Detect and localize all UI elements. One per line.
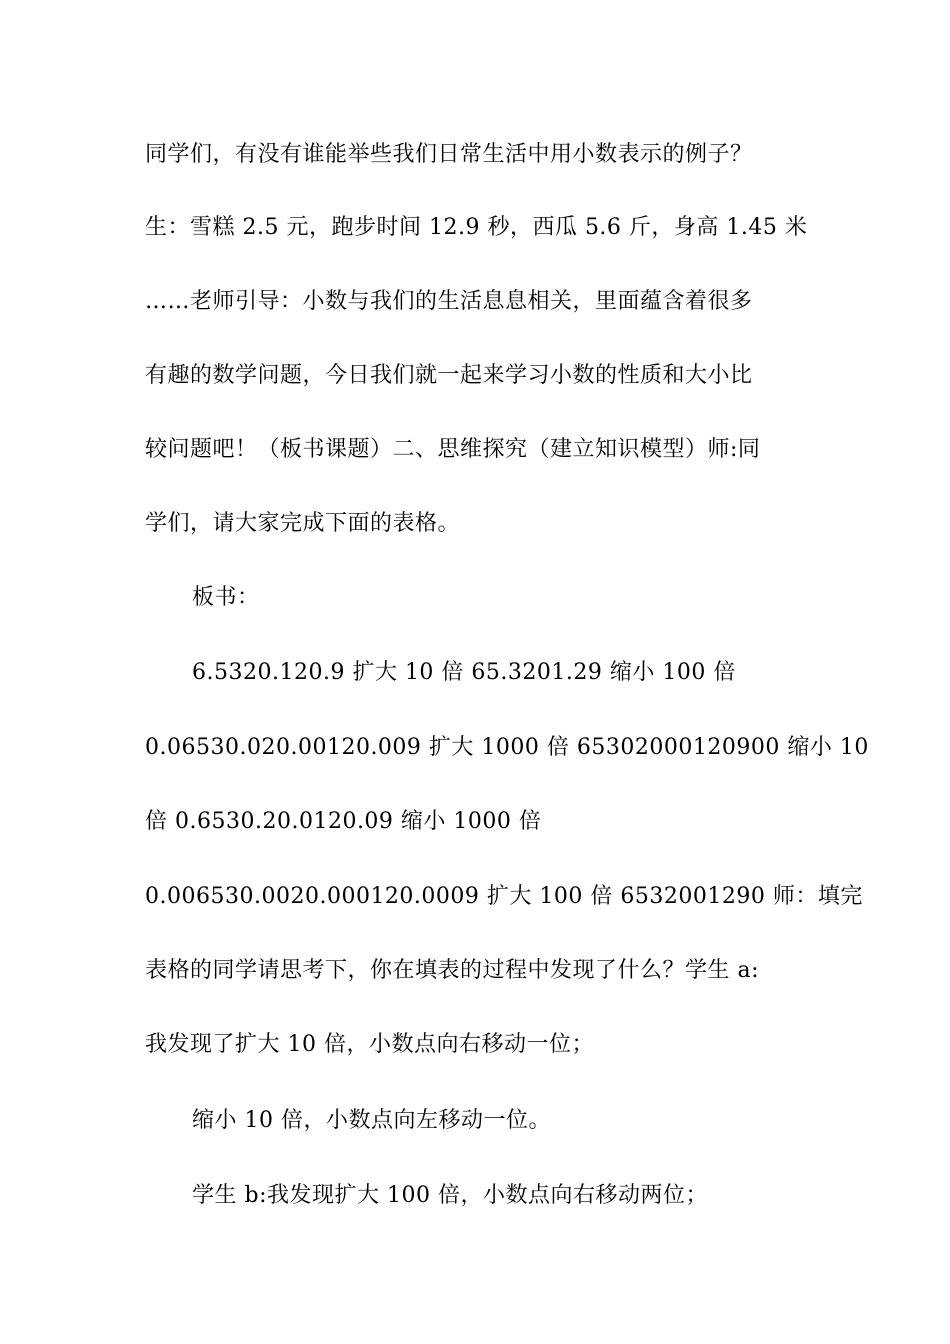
text-line: ……老师引导：小数与我们的生活息息相关，里面蕴含着很多 — [145, 289, 753, 314]
text-line: 0.06530.020.00120.009 扩大 1000 倍 65302000120900 缩小 10 — [145, 735, 869, 760]
text-line: 我发现了扩大 10 倍，小数点向右移动一位； — [145, 1032, 594, 1057]
text-line-indented: 学生 b:我发现扩大 100 倍，小数点向右移动两位； — [192, 1183, 708, 1208]
text-line-indented: 缩小 10 倍，小数点向左移动一位。 — [192, 1108, 551, 1133]
text-line: 同学们，有没有谁能举些我们日常生活中用小数表示的例子？ — [145, 142, 753, 167]
text-line: 表格的同学请思考下，你在填表的过程中发现了什么？学生 a: — [145, 958, 760, 983]
text-line: 生：雪糕 2.5 元，跑步时间 12.9 秒，西瓜 5.6 斤，身高 1.45 米 — [145, 215, 808, 240]
text-line: 较问题吧！（板书课题）二、思维探究（建立知识模型）师:同 — [145, 437, 761, 462]
text-line-indented: 板书： — [192, 585, 260, 610]
text-line: 倍 0.6530.20.0120.09 缩小 1000 倍 — [145, 809, 542, 834]
text-line: 0.006530.0020.000120.0009 扩大 100 倍 6532001290 师：填完 — [145, 884, 863, 909]
text-line: 有趣的数学问题，今日我们就一起来学习小数的性质和大小比 — [145, 363, 753, 388]
text-line-indented: 6.5320.120.9 扩大 10 倍 65.3201.29 缩小 100 倍 — [192, 660, 736, 685]
text-line: 学们，请大家完成下面的表格。 — [145, 511, 461, 536]
